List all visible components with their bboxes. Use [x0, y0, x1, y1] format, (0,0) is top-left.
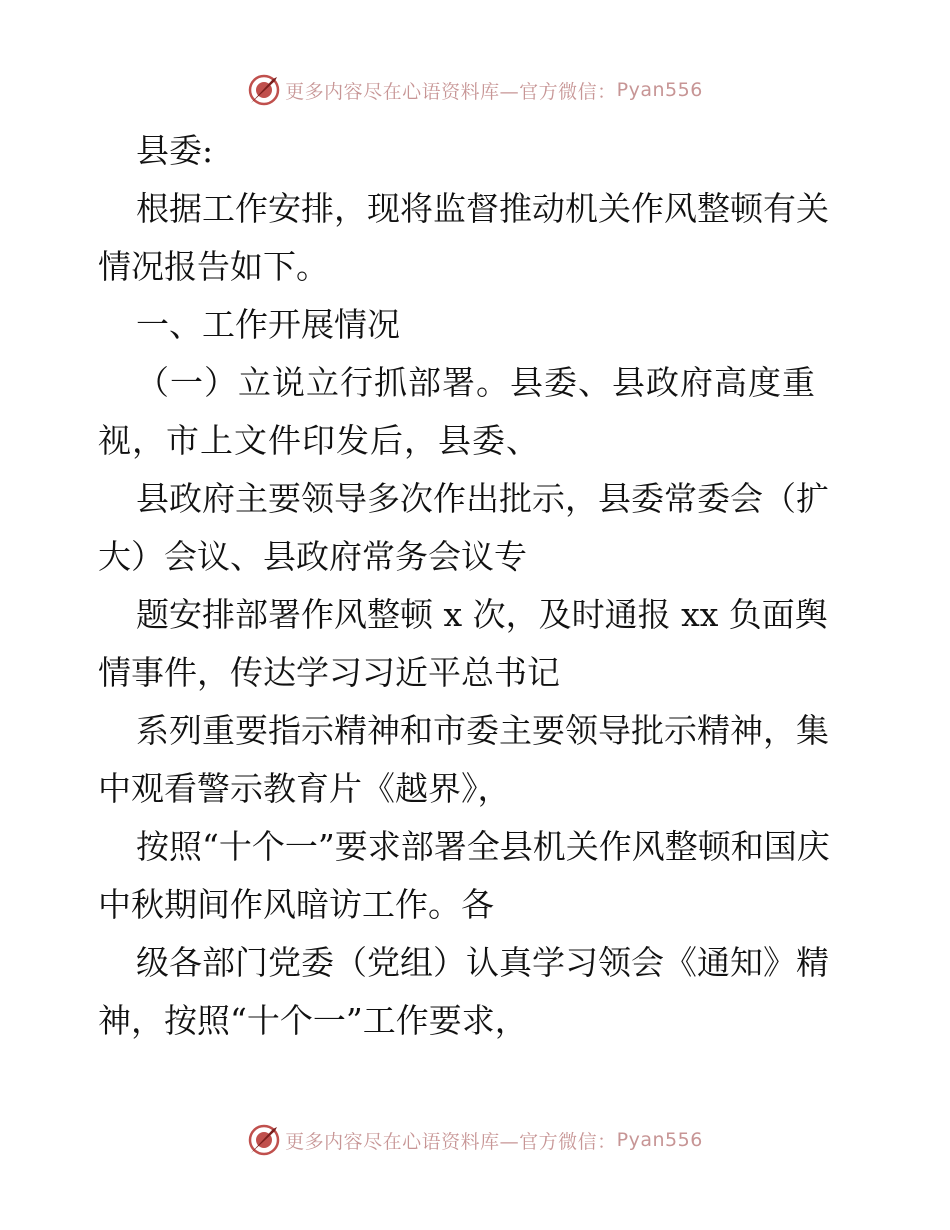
watermark-wechat-id: Pyan556 [616, 79, 703, 101]
quill-seal-logo-icon [247, 73, 281, 107]
watermark-text: 更多内容尽在心语资料库—官方微信： [285, 80, 617, 103]
watermark-wechat-id: Pyan556 [616, 1129, 703, 1151]
document-body [98, 122, 858, 1050]
quill-seal-logo-icon [247, 1123, 281, 1157]
footer-watermark [0, 1123, 950, 1157]
paragraph: 系列重要指示精神和市委主要领导批示精神，集中观看警示教育片《越界》， [98, 711, 829, 808]
paragraph: 级各部门党委（党组）认真学习领会《通知》精神，按照“十个一”工作要求， [98, 943, 829, 1040]
salutation: 县委: [136, 131, 214, 170]
paragraph-intro: 根据工作安排，现将监督推动机关作风整顿有关情况报告如下。 [98, 189, 829, 286]
paragraph: 按照“十个一”要求部署全县机关作风整顿和国庆中秋期间作风暗访工作。各 [98, 827, 830, 924]
section-heading: 一、工作开展情况 [136, 305, 400, 344]
watermark-text: 更多内容尽在心语资料库—官方微信： [285, 1130, 617, 1153]
paragraph: 县政府主要领导多次作出批示，县委常委会（扩大）会议、县政府常务会议专 [98, 479, 829, 576]
paragraph: 题安排部署作风整顿 x 次，及时通报 xx 负面舆情事件，传达学习习近平总书记 [98, 595, 828, 692]
header-watermark [0, 73, 950, 107]
paragraph: （一）立说立行抓部署。县委、县政府高度重视，市上文件印发后，县委、 [98, 363, 816, 460]
